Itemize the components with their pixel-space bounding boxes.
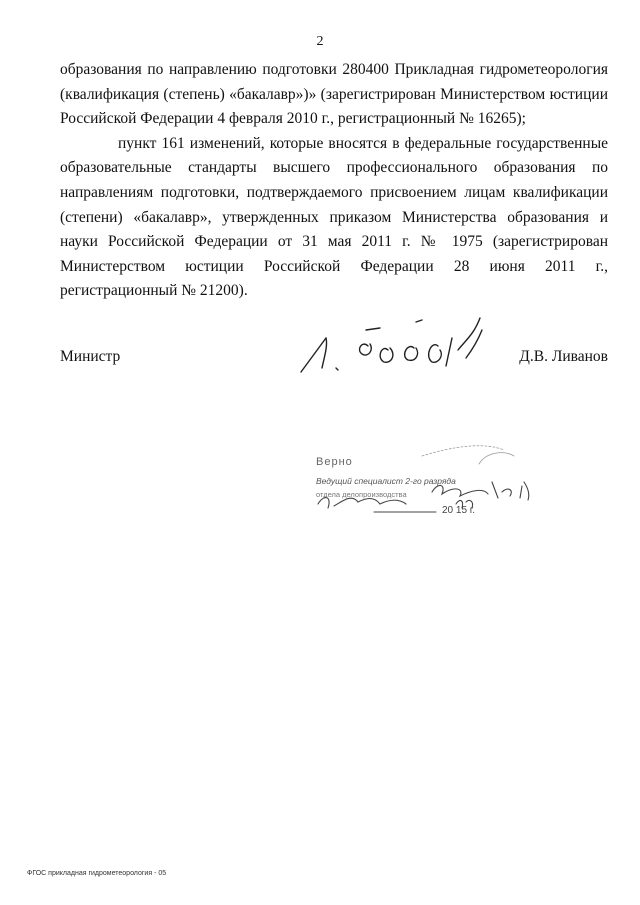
signature-block bbox=[60, 340, 608, 380]
document-body bbox=[60, 58, 608, 304]
stamp-position: Ведущий специалист 2-го разряда bbox=[316, 476, 456, 486]
stamp-year: 20 15 г. bbox=[442, 505, 476, 516]
signatory-name: Д.В. Ливанов bbox=[519, 348, 608, 365]
stamp-verified-label: Верно bbox=[316, 456, 353, 468]
paragraph-2: пункт 161 изменений, которые вносятся в федеральные государственные образовательные стандарты высшего профессионального образования по направлениям подготовки, подтверждаемого присвоением лицам квалификации (степени) «бакалавр», утвержденных приказом Министерства образования и науки Российской Федерации от 31 мая 2011 г. № 1975 (зарегистрирован Министерством юстиции Российской Федерации 28 июня 2011 г., регистрационный № 21200). bbox=[60, 134, 608, 300]
stamp-department: отдела делопроизводства bbox=[316, 490, 407, 499]
handwritten-signature bbox=[296, 310, 546, 380]
certification-stamp bbox=[314, 456, 554, 536]
document-footer: ФГОС прикладная гидрометеорология - 05 bbox=[27, 870, 167, 877]
page-number: 2 bbox=[316, 34, 324, 49]
signatory-title: Министр bbox=[60, 348, 121, 365]
paragraph-1: образования по направлению подготовки 280400 Прикладная гидрометеорология (квалификация (степень) «бакалавр»)» (зарегистрирован Министерством юстиции Российской Федерации 4 февраля 2010 г., регистрационный № 16265); bbox=[60, 61, 608, 128]
